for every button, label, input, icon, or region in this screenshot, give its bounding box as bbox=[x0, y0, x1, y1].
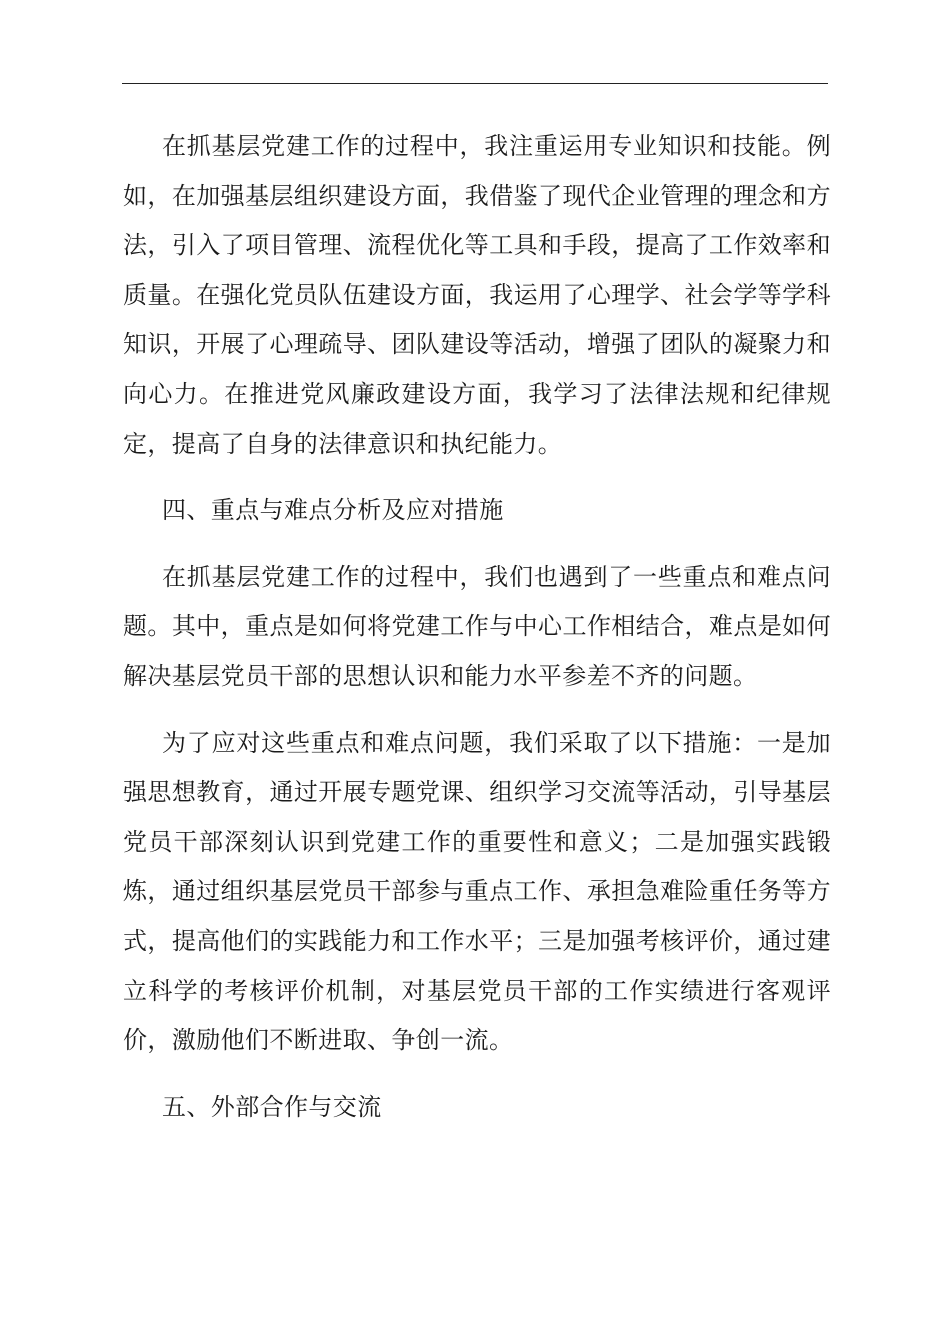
paragraph-professional-skills: 在抓基层党建工作的过程中，我注重运用专业知识和技能。例如，在加强基层组织建设方面，我借鉴了现代企业管理的理念和方法，引入了项目管理、流程优化等工具和手段，提高了工作效率和质量。在强化党员队伍建设方面，我运用了心理学、社会学等学科知识，开展了心理疏导、团队建设等活动，增强了团队的凝聚力和向心力。在推进党风廉政建设方面，我学习了法律法规和纪律规定，提高了自身的法律意识和执纪能力。 bbox=[123, 132, 831, 458]
paragraph-key-difficulties: 在抓基层党建工作的过程中，我们也遇到了一些重点和难点问题。其中，重点是如何将党建工作与中心工作相结合，难点是如何解决基层党员干部的思想认识和能力水平参差不齐的问题。 bbox=[123, 562, 831, 690]
section-heading-5: 五、外部合作与交流 bbox=[162, 1092, 382, 1121]
header-rule bbox=[122, 83, 828, 84]
document-body bbox=[123, 122, 831, 1132]
section-heading-4: 四、重点与难点分析及应对措施 bbox=[162, 496, 504, 525]
paragraph-measures: 为了应对这些重点和难点问题，我们采取了以下措施：一是加强思想教育，通过开展专题党课、组织学习交流等活动，引导基层党员干部深刻认识到党建工作的重要性和意义；二是加强实践锻炼，通过组织基层党员干部参与重点工作、承担急难险重任务等方式，提高他们的实践能力和工作水平；三是加强考核评价，通过建立科学的考核评价机制，对基层党员干部的工作实绩进行客观评价，激励他们不断进取、争创一流。 bbox=[123, 728, 831, 1055]
